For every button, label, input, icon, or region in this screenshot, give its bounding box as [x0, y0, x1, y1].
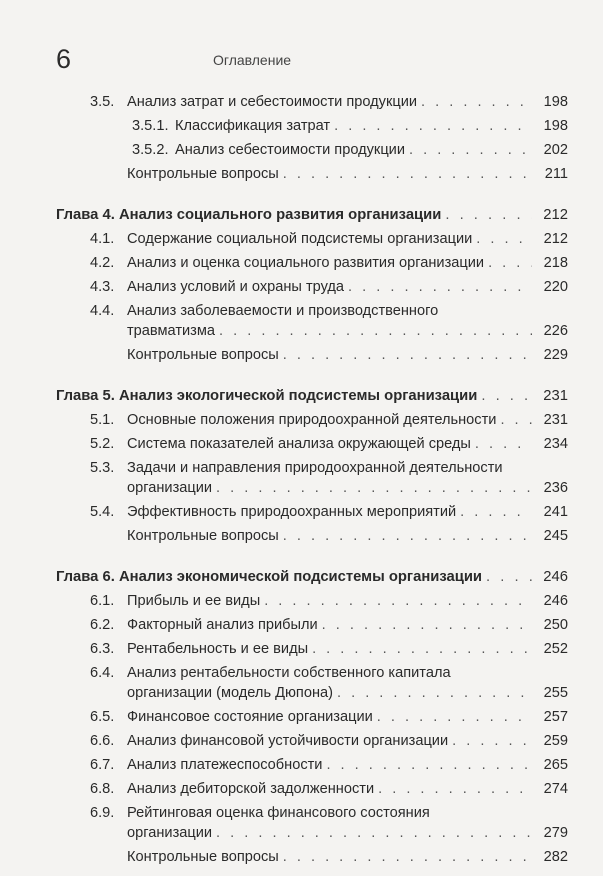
- toc-page-number: 274: [543, 781, 568, 797]
- dot-leader: [475, 434, 532, 454]
- dot-leader: [348, 277, 532, 297]
- toc-chapter[interactable]: [56, 205, 568, 225]
- toc-page-number: 231: [543, 388, 568, 404]
- toc-entry[interactable]: [56, 615, 568, 635]
- dot-leader: [488, 253, 532, 273]
- dot-leader: [378, 779, 532, 799]
- toc-entry-number: 6.5.: [90, 709, 115, 725]
- dot-leader: [216, 478, 532, 498]
- chapter-gap: [56, 188, 568, 198]
- toc-entry-number: 6.1.: [90, 593, 115, 609]
- toc-entry[interactable]: [56, 140, 568, 160]
- toc-entry-title: Контрольные вопросы: [127, 166, 279, 182]
- toc-entry-number: 6.9.: [90, 805, 115, 821]
- dot-leader: [409, 140, 532, 160]
- toc-entry-number: 6.6.: [90, 733, 115, 749]
- toc-entry-number: 3.5.1.: [132, 118, 169, 134]
- toc-page-number: 255: [543, 685, 568, 701]
- dot-leader: [476, 229, 532, 249]
- toc-entry-title: Анализ финансовой устойчивости организации: [127, 733, 449, 749]
- toc-entry-title: Анализ условий и охраны труда: [127, 279, 345, 295]
- toc-entry[interactable]: [56, 277, 568, 297]
- dot-leader: [283, 164, 532, 184]
- table-of-contents: [56, 92, 568, 871]
- toc-entry-number: 4.2.: [90, 255, 115, 271]
- dot-leader: [460, 502, 532, 522]
- dot-leader: [377, 707, 532, 727]
- toc-entry-title: Анализ дебиторской задолженности: [127, 781, 375, 797]
- dot-leader: [481, 386, 532, 406]
- dot-leader: [216, 823, 532, 843]
- toc-entry[interactable]: [56, 253, 568, 273]
- dot-leader: [326, 755, 532, 775]
- chapter-gap: [56, 369, 568, 379]
- toc-entry[interactable]: [56, 502, 568, 522]
- toc-entry[interactable]: [56, 164, 568, 184]
- toc-entry[interactable]: [56, 526, 568, 546]
- toc-entry-title: Эффективность природоохранных мероприятий: [127, 504, 457, 520]
- toc-entry-title: организации (модель Дюпона): [127, 685, 333, 701]
- toc-entry-number: 5.1.: [90, 412, 115, 428]
- toc-entry-title: Анализ рентабельности собственного капитала: [127, 665, 451, 681]
- toc-entry-title: Задачи и направления природоохранной деятельности: [127, 460, 503, 476]
- toc-page-number: 257: [543, 709, 568, 725]
- toc-page-number: 245: [543, 528, 568, 544]
- toc-entry-title: Факторный анализ прибыли: [127, 617, 318, 633]
- toc-entry[interactable]: [56, 92, 568, 112]
- toc-entry-number: 6.2.: [90, 617, 115, 633]
- toc-entry[interactable]: [56, 458, 568, 498]
- toc-entry-title: Рейтинговая оценка финансового состояния: [127, 805, 430, 821]
- toc-entry[interactable]: [56, 434, 568, 454]
- toc-entry-title: Анализ себестоимости продукции: [175, 142, 405, 158]
- dot-leader: [283, 345, 532, 365]
- toc-entry-title: Глава 4. Анализ социального развития организации: [56, 207, 442, 223]
- toc-page-number: 231: [543, 412, 568, 428]
- toc-entry-number: 5.3.: [90, 460, 115, 476]
- dot-leader: [334, 116, 532, 136]
- page-number: 6: [56, 44, 72, 74]
- toc-page-number: 218: [543, 255, 568, 271]
- toc-entry[interactable]: [56, 731, 568, 751]
- toc-entry-number: 6.7.: [90, 757, 115, 773]
- toc-entry[interactable]: [56, 707, 568, 727]
- dot-leader: [264, 591, 532, 611]
- dot-leader: [486, 567, 532, 587]
- toc-chapter[interactable]: [56, 567, 568, 587]
- dot-leader: [500, 410, 532, 430]
- toc-page-number: 212: [543, 207, 568, 223]
- toc-page-number: 279: [543, 825, 568, 841]
- toc-entry[interactable]: [56, 779, 568, 799]
- toc-entry[interactable]: [56, 116, 568, 136]
- toc-entry-title: Прибыль и ее виды: [127, 593, 261, 609]
- toc-entry[interactable]: [56, 410, 568, 430]
- toc-page-number: 265: [543, 757, 568, 773]
- toc-entry-title: Содержание социальной подсистемы организации: [127, 231, 473, 247]
- toc-entry-number: 6.3.: [90, 641, 115, 657]
- toc-entry-title: Контрольные вопросы: [127, 347, 279, 363]
- toc-entry-title: Глава 6. Анализ экономической подсистемы организации: [56, 569, 483, 585]
- toc-page-number: 198: [543, 94, 568, 110]
- toc-entry-title: Основные положения природоохранной деятельности: [127, 412, 497, 428]
- toc-entry-title: Анализ и оценка социального развития организации: [127, 255, 485, 271]
- toc-page-number: 252: [543, 641, 568, 657]
- toc-page-number: 226: [543, 323, 568, 339]
- toc-page-number: 198: [543, 118, 568, 134]
- toc-entry[interactable]: [56, 755, 568, 775]
- toc-entry-title: Система показателей анализа окружающей среды: [127, 436, 471, 452]
- dot-leader: [283, 847, 532, 867]
- toc-entry[interactable]: [56, 803, 568, 843]
- dot-leader: [322, 615, 532, 635]
- toc-page-number: 212: [543, 231, 568, 247]
- chapter-gap: [56, 550, 568, 560]
- toc-entry-number: 6.8.: [90, 781, 115, 797]
- dot-leader: [452, 731, 532, 751]
- toc-entry[interactable]: [56, 229, 568, 249]
- toc-page-number: 241: [543, 504, 568, 520]
- toc-page-number: 234: [543, 436, 568, 452]
- toc-page-number: 282: [543, 849, 568, 865]
- toc-page-number: 220: [543, 279, 568, 295]
- dot-leader: [312, 639, 532, 659]
- toc-entry-number: 3.5.2.: [132, 142, 169, 158]
- toc-page-number: 250: [543, 617, 568, 633]
- toc-entry-title: Рентабельность и ее виды: [127, 641, 309, 657]
- toc-page-number: 236: [543, 480, 568, 496]
- toc-entry-title: Контрольные вопросы: [127, 849, 279, 865]
- toc-entry-number: 4.3.: [90, 279, 115, 295]
- toc-entry-title: Анализ платежеспособности: [127, 757, 323, 773]
- toc-entry-title: организации: [127, 480, 213, 496]
- toc-entry-number: 4.1.: [90, 231, 115, 247]
- toc-entry-title: Анализ заболеваемости и производственного: [127, 303, 439, 319]
- toc-page-number: 211: [544, 166, 568, 182]
- toc-entry-title: Финансовое состояние организации: [127, 709, 373, 725]
- toc-entry-number: 3.5.: [90, 94, 115, 110]
- dot-leader: [445, 205, 532, 225]
- toc-entry-title: Классификация затрат: [175, 118, 331, 134]
- toc-page-number: 202: [543, 142, 568, 158]
- toc-entry[interactable]: [56, 639, 568, 659]
- dot-leader: [421, 92, 532, 112]
- toc-chapter[interactable]: [56, 386, 568, 406]
- toc-entry-title: травматизма: [127, 323, 216, 339]
- toc-entry-number: 4.4.: [90, 303, 115, 319]
- toc-entry[interactable]: [56, 663, 568, 703]
- toc-entry[interactable]: [56, 591, 568, 611]
- toc-page-number: 259: [543, 733, 568, 749]
- toc-page-number: 229: [543, 347, 568, 363]
- dot-leader: [219, 321, 532, 341]
- toc-entry-title: организации: [127, 825, 213, 841]
- toc-entry-number: 5.2.: [90, 436, 115, 452]
- dot-leader: [283, 526, 532, 546]
- toc-page-number: 246: [543, 569, 568, 585]
- toc-entry[interactable]: [56, 345, 568, 365]
- toc-entry-title: Анализ затрат и себестоимости продукции: [127, 94, 418, 110]
- toc-entry-number: 5.4.: [90, 504, 115, 520]
- toc-page-number: 246: [543, 593, 568, 609]
- toc-entry-title: Глава 5. Анализ экологической подсистемы организации: [56, 388, 478, 404]
- toc-entry-title: Контрольные вопросы: [127, 528, 279, 544]
- toc-entry-number: 6.4.: [90, 665, 115, 681]
- toc-entry[interactable]: [56, 847, 568, 867]
- toc-entry[interactable]: [56, 301, 568, 341]
- running-head: Оглавление: [213, 52, 292, 68]
- dot-leader: [337, 683, 532, 703]
